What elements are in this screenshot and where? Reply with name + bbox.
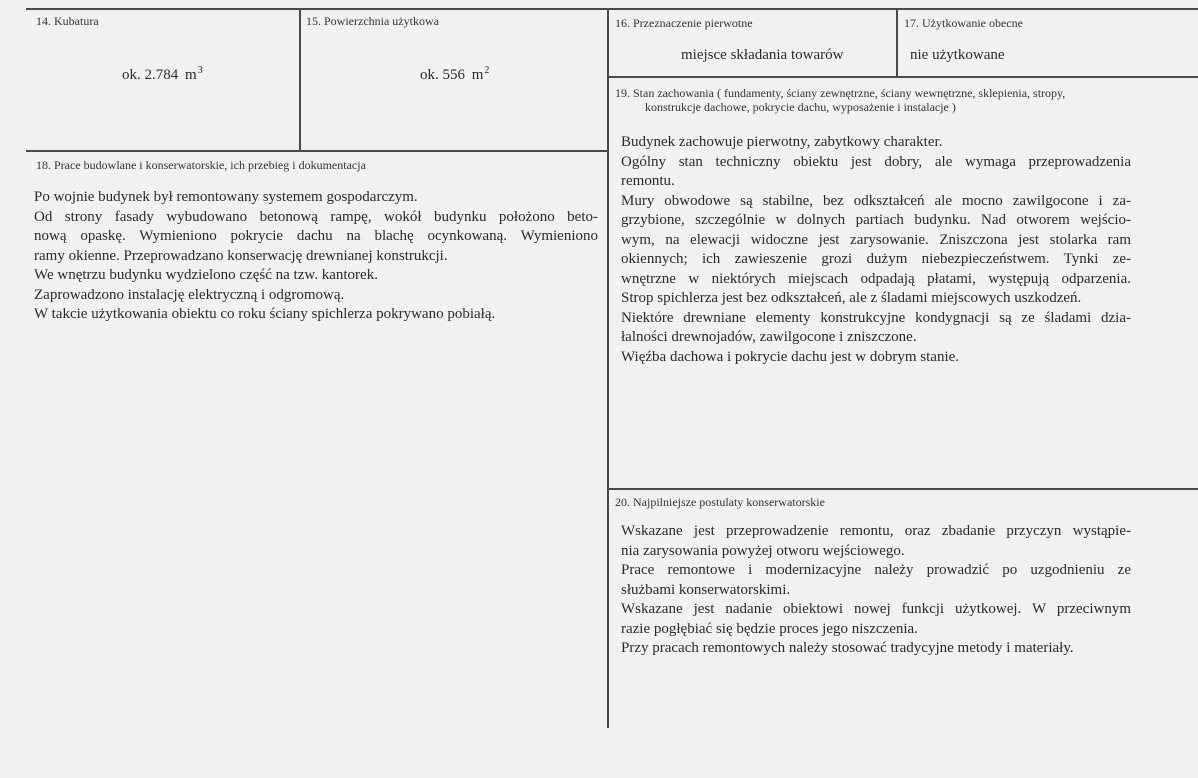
field-14-unit: $m^3$ xyxy=(185,65,203,83)
field-19-text xyxy=(621,133,1131,367)
field-19-line: Mury obwodowe są stabilne, bez odkształceń ale mocno zawilgocone i za- xyxy=(621,192,1131,209)
field-18-line: nową opaskę. Wymieniono pokrycie dachu na blachę ocynkowaną. Wymieniono xyxy=(34,228,598,244)
rule-above-20 xyxy=(607,488,1198,490)
field-15-value xyxy=(420,62,489,84)
field-17-value: nie użytkowane xyxy=(910,47,1005,63)
field-19-line: okiennych; ich zawieszenie grozi dużym niebezpieczeństwem. Tynki ze- xyxy=(621,251,1131,267)
divider-14-15 xyxy=(299,8,301,150)
field-20-line: Prace remontowe i modernizacyjne należy prowadzić po uzgodnieniu ze xyxy=(621,562,1131,578)
field-20-line: Przy pracach remontowych należy stosować tradycyjne metody i materiały. xyxy=(621,640,1074,656)
field-19-line: wnętrzne w niektórych miejscach odpadają płatami, występują odparzenia. xyxy=(621,270,1131,287)
field-18-line: ramy okienne. Przeprowadzano konserwację drewnianej konstrukcji. xyxy=(34,247,448,264)
field-19-line: wym, na elewacji widoczne jest zarysowanie. Zniszczona jest stolarka ram xyxy=(621,231,1131,248)
rule-above-18 xyxy=(26,150,609,152)
field-19-line: Ogólny stan techniczny obiektu jest dobry, ale wymaga przeprowadzenia xyxy=(621,153,1131,170)
field-19-label-line-2: konstrukcje dachowe, pokrycie dachu, wyposażenie i instalacje ) xyxy=(645,100,956,114)
field-19-label-line-1: 19. Stan zachowania ( fundamenty, ściany zewnętrzne, ściany wewnętrzne, sklepienia, stropy, xyxy=(615,86,1066,100)
field-17-label: 17. Użytkowanie obecne xyxy=(904,16,1023,30)
field-14-value xyxy=(122,62,203,84)
field-20-text xyxy=(621,522,1131,659)
main-column-divider xyxy=(607,8,609,728)
field-19-line: łalności drewnojadów, zawilgocone i zniszczone. xyxy=(621,329,917,345)
rule-below-16-17 xyxy=(607,76,1198,78)
field-18-line: W takcie użytkowania obiektu co roku ściany spichlerza pokrywano pobiałą. xyxy=(34,306,496,322)
field-15-exponent: 2 xyxy=(484,65,490,76)
field-19-line: Strop spichlerza jest bez odkształceń, ale z śladami miejscowych uszkodzeń. xyxy=(621,290,1082,306)
field-18-line: We wnętrzu budynku wydzielono część na tzw. kantorek. xyxy=(34,267,378,283)
field-19-line: Więźba dachowa i pokrycie dachu jest w dobrym stanie. xyxy=(621,348,960,365)
field-16-label: 16. Przeznaczenie pierwotne xyxy=(615,16,753,30)
top-border xyxy=(26,8,1198,10)
field-18-line: Zaprowadzono instalację elektryczną i odgromową. xyxy=(34,286,345,303)
field-19-line: Budynek zachowuje pierwotny, zabytkowy charakter. xyxy=(621,134,943,150)
field-19-line: Niektóre drewniane elementy konstrukcyjne kondygnacji są ze śladami dzia- xyxy=(621,309,1131,326)
field-19-line: remontu. xyxy=(621,173,675,189)
field-14-exponent: 3 xyxy=(197,65,203,76)
field-19-label xyxy=(615,86,1065,114)
field-20-line: nia zarysowania powyżej otworu wejściowego. xyxy=(621,542,905,559)
field-20-label: 20. Najpilniejsze postulaty konserwatorskie xyxy=(615,495,825,509)
field-16-value: miejsce składania towarów xyxy=(681,47,844,63)
field-18-text xyxy=(34,188,598,325)
field-15-label: 15. Powierzchnia użytkowa xyxy=(306,14,439,28)
field-20-line: służbami konserwatorskimi. xyxy=(621,581,791,598)
field-15-number: ok. 556 xyxy=(420,67,465,83)
field-20-line: Wskazane jest nadanie obiektowi nowej funkcji użytkowej. W przeciwnym xyxy=(621,601,1131,617)
divider-16-17 xyxy=(896,8,898,77)
field-19-line: grzybione, szczególnie w dolnych partiach budynku. Nad otworem wejścio- xyxy=(621,212,1131,228)
field-18-line: Po wojnie budynek był remontowany systemem gospodarczym. xyxy=(34,189,418,205)
field-15-unit: $m^2$ xyxy=(471,65,490,83)
field-18-label: 18. Prace budowlane i konserwatorskie, ich przebieg i dokumentacja xyxy=(36,158,366,172)
field-20-line: Wskazane jest przeprowadzenie remontu, oraz zbadanie przyczyn wystąpie- xyxy=(621,523,1131,539)
field-14-label: 14. Kubatura xyxy=(36,14,99,28)
field-14-number: ok. 2.784 xyxy=(122,67,179,83)
field-18-line: Od strony fasady wybudowano betonową rampę, wokół budynku położono beto- xyxy=(34,208,598,225)
field-20-line: razie pogłębiać się będzie proces jego niszczenia. xyxy=(621,620,918,637)
